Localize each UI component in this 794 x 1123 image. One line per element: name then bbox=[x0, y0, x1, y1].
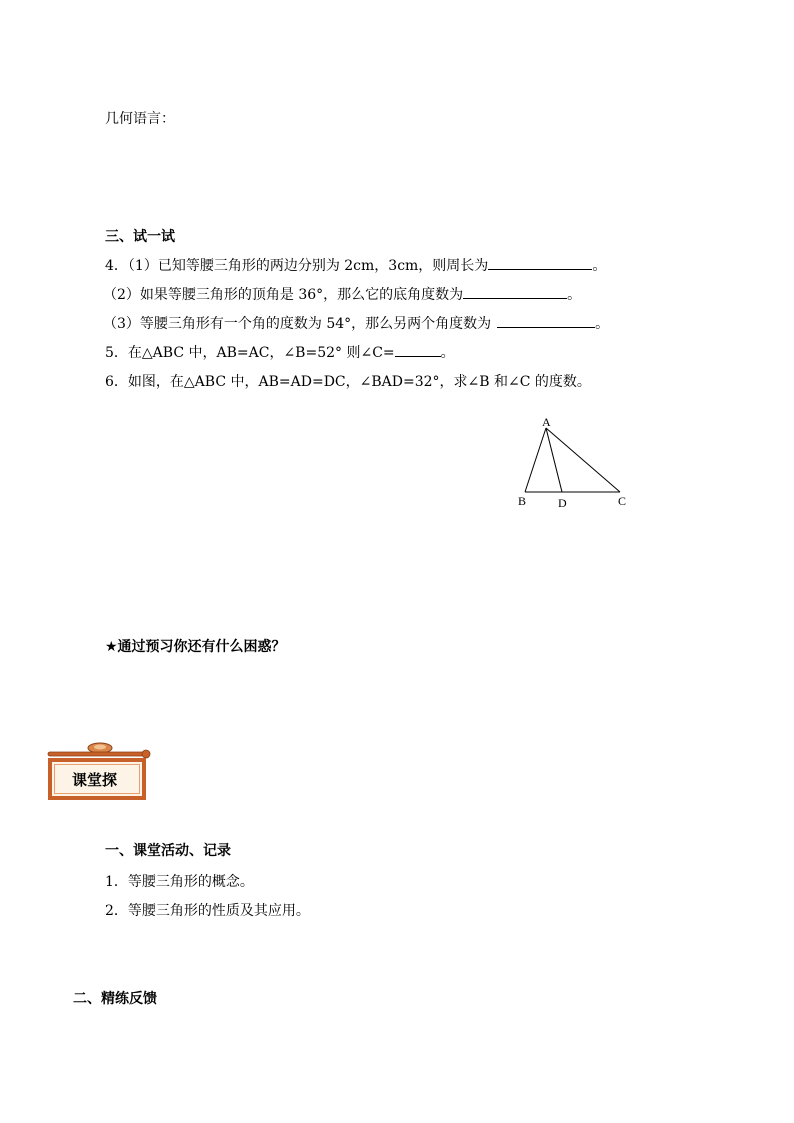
question-prompt: ★通过预习你还有什么困惑？ bbox=[105, 639, 286, 655]
segment-ab bbox=[525, 428, 546, 492]
answer-blank-4-3[interactable] bbox=[497, 313, 595, 328]
question-5-text: 5．在△ABC 中，AB=AC，∠B=52° 则∠C= bbox=[105, 345, 395, 361]
banner-label: 课堂探 bbox=[72, 771, 118, 789]
answer-blank-4-2[interactable] bbox=[463, 284, 567, 299]
classroom-banner bbox=[44, 740, 156, 804]
segment-ad bbox=[546, 428, 562, 492]
activity-item-1: 1．等腰三角形的概念。 bbox=[105, 874, 254, 890]
vertex-label-a: A bbox=[542, 415, 551, 429]
question-4-part-1-end: 。 bbox=[592, 258, 607, 274]
vertex-label-c: C bbox=[618, 494, 627, 508]
question-4-part-2-end: 。 bbox=[567, 287, 582, 303]
section-activity-heading: 一、课堂活动、记录 bbox=[105, 843, 231, 859]
question-4-part-1-text: 4．（1）已知等腰三角形的两边分别为 2cm，3cm，则周长为 bbox=[105, 258, 489, 274]
question-4-part-1 bbox=[105, 255, 606, 275]
answer-blank-5[interactable] bbox=[395, 342, 441, 357]
section-feedback-heading: 二、精练反馈 bbox=[73, 991, 157, 1007]
question-4-part-2 bbox=[103, 284, 581, 304]
triangle-figure bbox=[510, 412, 640, 512]
question-5-end: 。 bbox=[440, 345, 455, 361]
question-6: 6．如图，在△ABC 中，AB=AD=DC，∠BAD=32°，求∠B 和∠C 的度数。 bbox=[105, 374, 591, 390]
geometry-language-label: 几何语言： bbox=[105, 111, 175, 127]
question-5 bbox=[105, 342, 455, 362]
activity-item-2: 2．等腰三角形的性质及其应用。 bbox=[105, 903, 310, 919]
question-4-part-3 bbox=[103, 313, 609, 333]
section-try-heading: 三、试一试 bbox=[105, 229, 175, 245]
segment-ac bbox=[546, 428, 620, 492]
question-4-part-2-text: （2）如果等腰三角形的顶角是 36°，那么它的底角度数为 bbox=[103, 287, 464, 303]
question-4-part-3-text: （3）等腰三角形有一个角的度数为 54°，那么另两个角度数为 bbox=[103, 316, 492, 332]
question-4-part-3-end: 。 bbox=[595, 316, 610, 332]
banner-frame bbox=[48, 758, 146, 800]
answer-blank-4-1[interactable] bbox=[488, 255, 592, 270]
vertex-label-b: B bbox=[518, 494, 527, 508]
vertex-label-d: D bbox=[558, 496, 567, 510]
